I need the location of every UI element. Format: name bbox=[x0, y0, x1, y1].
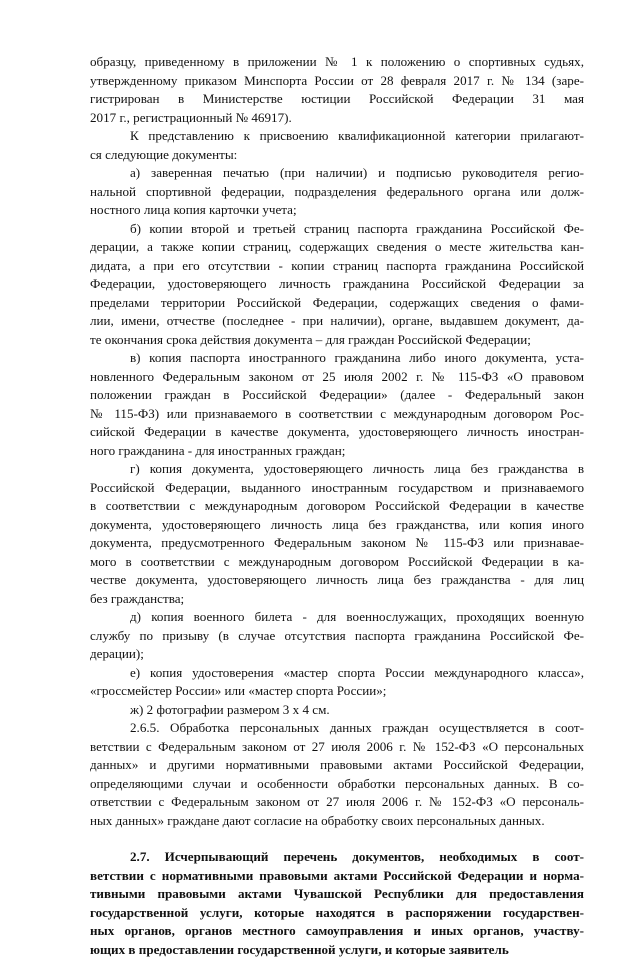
text-line: новленного Федеральным законом от 25 июля 2002 г. № 115-ФЗ «О правовом bbox=[90, 368, 584, 387]
body-paragraph bbox=[90, 220, 584, 350]
text-line: определяющими случаи и особенности обработки персональных данных. В со- bbox=[90, 775, 584, 794]
text-line: в) копия паспорта иностранного гражданина либо иного документа, уста- bbox=[90, 349, 584, 368]
text-line: документа, предусмотренного Федеральным законом № 115-ФЗ или признавае- bbox=[90, 534, 584, 553]
body-paragraph bbox=[90, 664, 584, 701]
text-line: «гроссмейстер России» или «мастер спорта России»; bbox=[90, 682, 584, 701]
text-line: ветствии с нормативными правовыми актами Российской Федерации и норма- bbox=[90, 867, 584, 886]
body-paragraph bbox=[90, 460, 584, 608]
text-line: сийской Федерации в качестве документа, удостоверяющего личность иностран- bbox=[90, 423, 584, 442]
text-line: б) копии второй и третьей страниц паспорта гражданина Российской Фе- bbox=[90, 220, 584, 239]
text-line: ного гражданина - для иностранных граждан; bbox=[90, 442, 584, 461]
text-line: д) копия военного билета - для военнослужащих, проходящих военную bbox=[90, 608, 584, 627]
text-line: данных» и другими нормативными правовыми актами Российской Федерации, bbox=[90, 756, 584, 775]
body-paragraph bbox=[90, 53, 584, 127]
text-line: г) копия документа, удостоверяющего личность лица без гражданства в bbox=[90, 460, 584, 479]
text-line: ностного лица копия карточки учета; bbox=[90, 201, 584, 220]
text-line: ветствии с Федеральным законом от 27 июля 2006 г. № 152-ФЗ «О персональных bbox=[90, 738, 584, 757]
text-line: е) копия удостоверения «мастер спорта России международного класса», bbox=[90, 664, 584, 683]
text-line: государственной услуги, которые находятся в распоряжении государствен- bbox=[90, 904, 584, 923]
text-line: 2.7. Исчерпывающий перечень документов, необходимых в соот- bbox=[90, 848, 584, 867]
text-line: Федерации, удостоверяющего личность гражданина Российской Федерации за bbox=[90, 275, 584, 294]
text-line: дидата, а при его отсутствии - копии страниц паспорта гражданина Российской bbox=[90, 257, 584, 276]
text-line: нальной спортивной федерации, подразделения федерального органа или долж- bbox=[90, 183, 584, 202]
text-line: ных данных» граждане дают согласие на обработку своих персональных данных. bbox=[90, 812, 584, 831]
text-line: ж) 2 фотографии размером 3 х 4 см. bbox=[90, 701, 584, 720]
text-line: пределами территории Российской Федерации, содержащих сведения о фами- bbox=[90, 294, 584, 313]
text-line: утвержденному приказом Минспорта России от 28 февраля 2017 г. № 134 (заре- bbox=[90, 72, 584, 91]
text-line: ющих в предоставлении государственной услуги, и которые заявитель bbox=[90, 941, 584, 959]
body-paragraph bbox=[90, 719, 584, 830]
text-line: честве документа, удостоверяющего личность лица без гражданства - для лиц bbox=[90, 571, 584, 590]
body-paragraph bbox=[90, 127, 584, 164]
text-line: без гражданства; bbox=[90, 590, 584, 609]
text-line: те окончания срока действия документа – для граждан Российской Федерации; bbox=[90, 331, 584, 350]
text-line: лии, имени, отчестве (последнее - при наличии), органе, выдавшем документ, да- bbox=[90, 312, 584, 331]
text-line: гистрирован в Министерстве юстиции Российской Федерации 31 мая bbox=[90, 90, 584, 109]
text-line: ся следующие документы: bbox=[90, 146, 584, 165]
text-line: положении граждан в Российской Федерации» (далее - Федеральный закон bbox=[90, 386, 584, 405]
section-gap bbox=[90, 830, 584, 848]
text-line: Российской Федерации, выданного иностранным государством и признаваемого bbox=[90, 479, 584, 498]
text-line: ных органов, органов местного самоуправления и иных органов, участву- bbox=[90, 922, 584, 941]
text-line: а) заверенная печатью (при наличии) и подписью руководителя регио- bbox=[90, 164, 584, 183]
text-line: тивными правовыми актами Чувашской Республики для предоставления bbox=[90, 885, 584, 904]
text-line: мого в соответствии с международным договором Российской Федерации в ка- bbox=[90, 553, 584, 572]
text-line: К представлению к присвоению квалификационной категории прилагают- bbox=[90, 127, 584, 146]
text-line: в соответствии с международным договором Российской Федерации в качестве bbox=[90, 497, 584, 516]
body-paragraph bbox=[90, 349, 584, 460]
body-paragraph bbox=[90, 701, 584, 720]
text-line: 2017 г., регистрационный № 46917). bbox=[90, 109, 584, 128]
text-line: дерации, а также копии страниц, содержащих сведения о месте жительства кан- bbox=[90, 238, 584, 257]
body-paragraph bbox=[90, 164, 584, 220]
text-line: документа, удостоверяющего личность лица без гражданства, или копия иного bbox=[90, 516, 584, 535]
text-line: 2.6.5. Обработка персональных данных граждан осуществляется в соот- bbox=[90, 719, 584, 738]
text-line: дерации); bbox=[90, 645, 584, 664]
text-line: № 115-ФЗ) или признаваемого в соответствии с международным договором Рос- bbox=[90, 405, 584, 424]
text-line: службу по призыву (в случае отсутствия паспорта гражданина Российской Фе- bbox=[90, 627, 584, 646]
body-paragraph bbox=[90, 608, 584, 664]
text-line: ответствии с Федеральным законом от 27 июля 2006 г. № 152-ФЗ «О персональ- bbox=[90, 793, 584, 812]
text-line: образцу, приведенному в приложении № 1 к положению о спортивных судьях, bbox=[90, 53, 584, 72]
